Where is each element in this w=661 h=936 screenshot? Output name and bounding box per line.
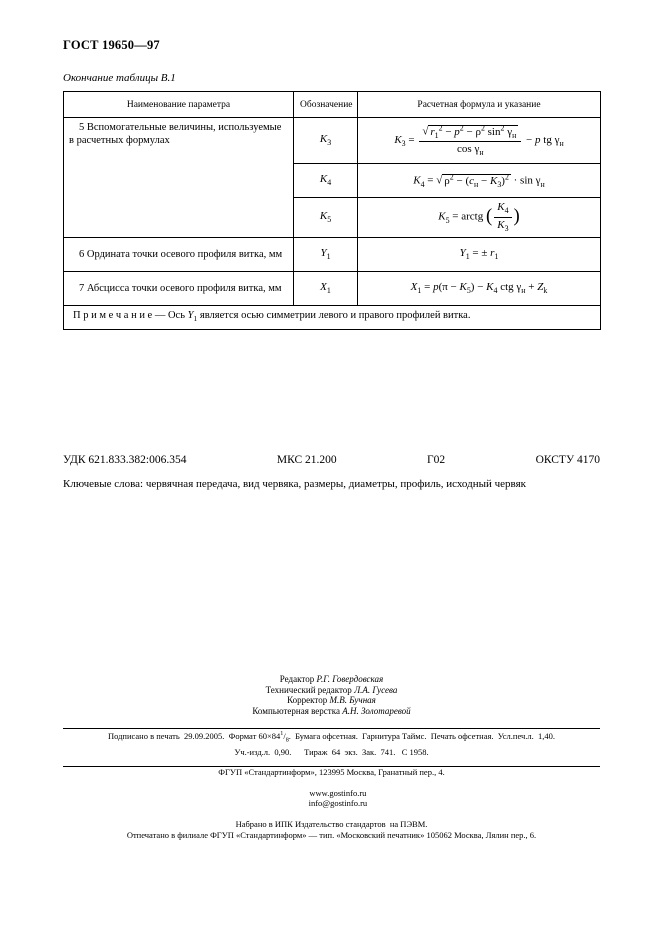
symbol-k4: $K_4$ <box>294 164 358 198</box>
staff-role: Компьютерная верстка <box>252 705 340 716</box>
staff-role: Корректор <box>287 695 328 706</box>
publisher-website: www.gostinfo.ru <box>309 787 367 798</box>
formula-k4: $K_4$ = √ $\rho^2 - (c_н - K_3)^2 \cdot \sin \gamma_н$ <box>358 164 601 198</box>
class-code: Г02 <box>427 454 446 467</box>
print-info-block <box>63 728 600 758</box>
staff-role: Технический редактор <box>265 684 352 695</box>
param-name-aux: 5 Вспомогательные величины, используемые в расчетных формулах <box>64 118 294 238</box>
staff-name: А.Н. Золотаревой <box>342 705 411 716</box>
keywords-line: Ключевые слова: червячная передача, вид червяка, размеры, диаметры, профиль, исходный червяк <box>63 478 526 491</box>
publisher-address: ФГУП «Стандартинформ», 123995 Москва, Гранатный пер., 4. <box>218 766 445 777</box>
staff-line-layout <box>63 706 600 717</box>
table-row-aux-k3 <box>64 118 601 164</box>
staff-line-editor <box>63 674 600 685</box>
formula-k3: $K_3$ = $\frac{√ r_1^2 - p^2 - \rho^2 \sin^2 \gamma_н}{\cos \gamma_н}$ − p tg $\gamma_н$ <box>358 118 601 164</box>
table-note: П р и м е ч а н и е — Ось $Y_1$ является осью симметрии левого и правого профилей витка. <box>64 306 601 330</box>
classification-codes-row <box>63 454 600 466</box>
colophon-staff-block <box>63 674 600 716</box>
param-name-abscissa: 7 Абсцисса точки осевого профиля витка, мм <box>64 272 294 306</box>
staff-name: Р.Г. Говердовская <box>316 674 384 685</box>
formula-y1: $Y_1$ = ± $r_1$ <box>358 238 601 272</box>
publisher-email: info@gostinfo.ru <box>308 798 368 809</box>
staff-line-technical-editor <box>63 685 600 696</box>
staff-name: М.В. Бучная <box>329 695 376 706</box>
table-row-ordinate <box>64 238 601 272</box>
symbol-x1: $X_1$ <box>294 272 358 306</box>
col-header-designation: Обозначение <box>294 92 358 118</box>
publisher-block <box>63 766 600 841</box>
formula-k5: $K_5$ = arctg ( $\frac{K_4}{K_3}$ ) <box>358 198 601 238</box>
publisher-contacts <box>63 777 600 819</box>
col-header-parameter-name: Наименование параметра <box>64 92 294 118</box>
symbol-k5: $K_5$ <box>294 198 358 238</box>
typeset-note: Набрано в ИПК Издательство стандартов на ПЭВМ. <box>235 819 428 830</box>
print-info-line-1: Подписано в печать 29.09.2005. Формат $60\times 84^1/_8$. Бумага офсетная. Гарнитура Таймс. Печать офсетная. Усл.печ.л. 1,40. <box>107 730 556 744</box>
printed-at-note: Отпечатано в филиале ФГУП «Стандартинформ» — тип. «Московский печатник» 105062 Москва, Лялин пер., 6. <box>126 829 537 840</box>
table-row-abscissa <box>64 272 601 306</box>
table-header-row <box>64 92 601 118</box>
table-note-row <box>64 306 601 330</box>
symbol-y1: $Y_1$ <box>294 238 358 272</box>
col-header-formula: Расчетная формула и указание <box>358 92 601 118</box>
okstu-code: ОКСТУ 4170 <box>535 454 600 467</box>
symbol-k3: $K_3$ <box>294 118 358 164</box>
table-caption: Окончание таблицы В.1 <box>63 72 176 84</box>
staff-name: Л.А. Гусева <box>354 684 398 695</box>
parameters-table <box>63 91 601 330</box>
formula-x1: $X_1 = p(\pi - K_5) - K_4$ ctg $\gamma_н + Z_k$ <box>358 272 601 306</box>
staff-line-corrector <box>63 695 600 706</box>
param-name-ordinate: 6 Ордината точки осевого профиля витка, мм <box>64 238 294 272</box>
mks-code: МКС 21.200 <box>276 454 337 467</box>
doc-number: ГОСТ 19650—97 <box>63 38 160 52</box>
print-info-line-2: Уч.-изд.л. 0,90. Тираж 64 экз. Зак. 741. С 1958. <box>234 746 429 757</box>
udk-code: УДК 621.833.382:006.354 <box>63 454 187 467</box>
staff-role: Редактор <box>279 674 315 685</box>
